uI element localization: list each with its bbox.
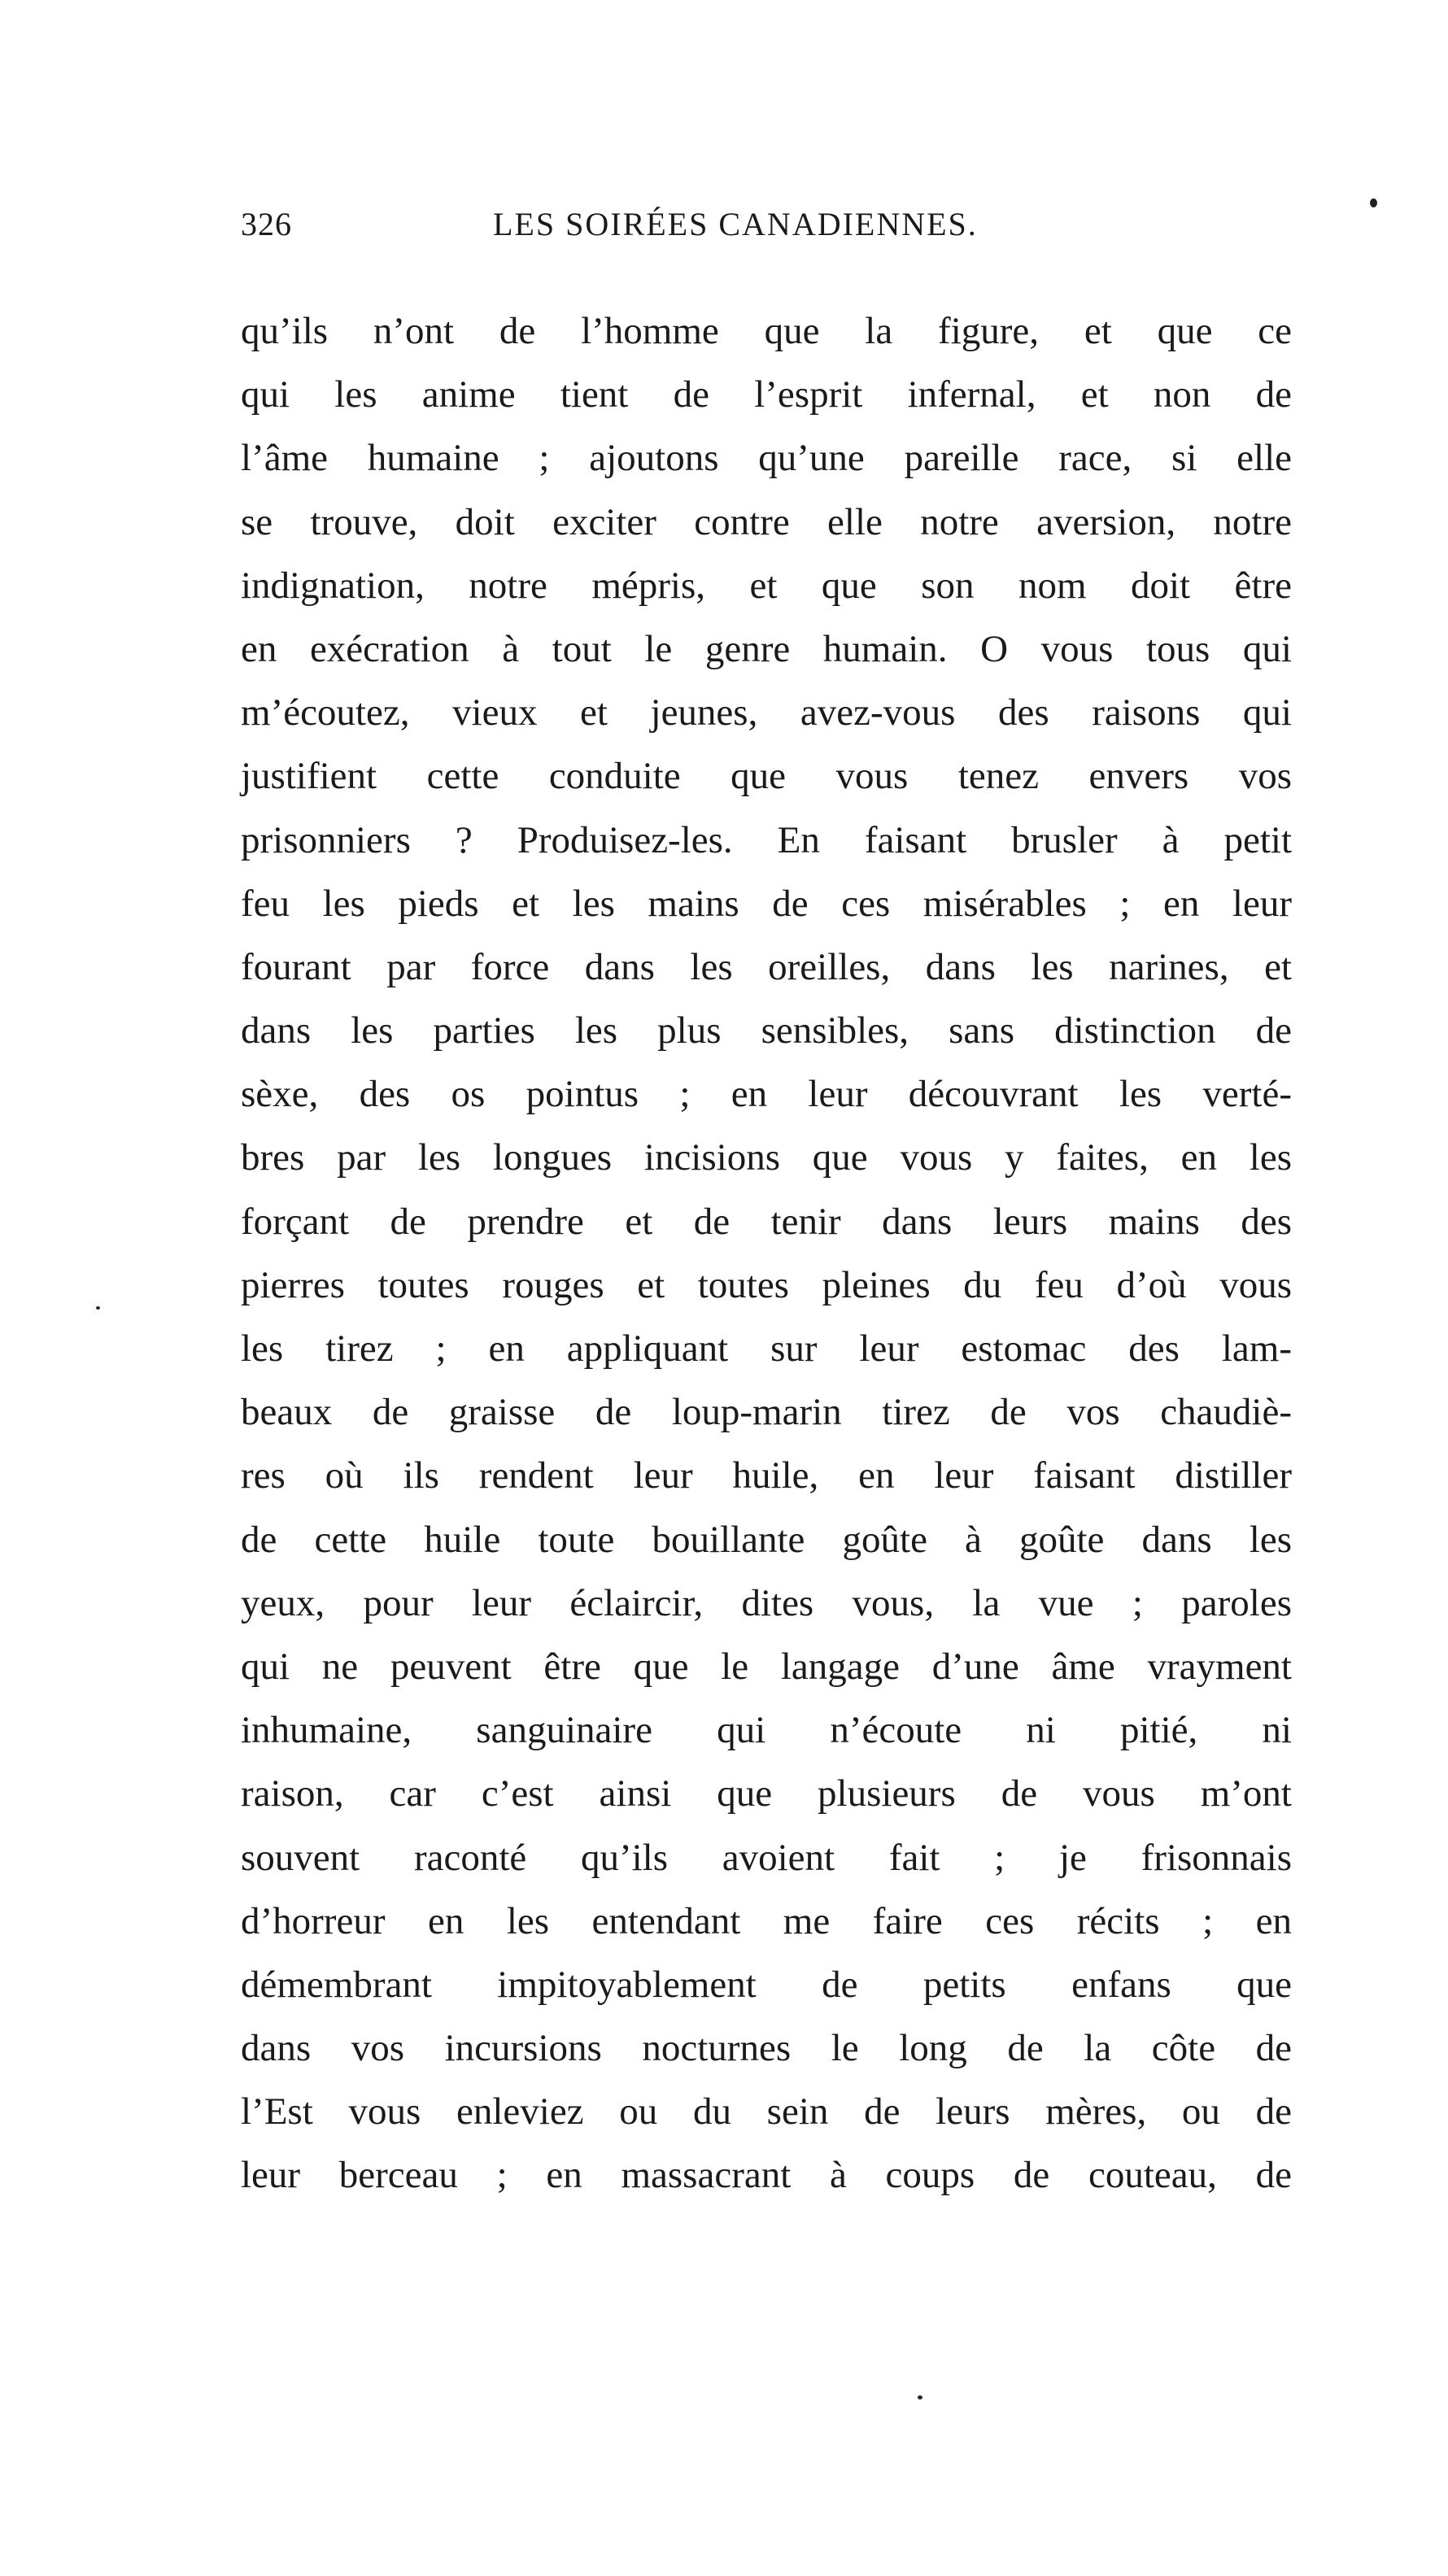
text-line: inhumaine, sanguinaire qui n’écoute ni pitié, ni bbox=[241, 1709, 1292, 1752]
body-text bbox=[241, 299, 1298, 2208]
page-number: 326 bbox=[241, 206, 292, 242]
text-line: l’âme humaine ; ajoutons qu’une pareille race, si elle bbox=[241, 437, 1292, 480]
text-line: justifient cette conduite que vous tenez envers vos bbox=[241, 755, 1292, 798]
text-line: forçant de prendre et de tenir dans leurs mains des bbox=[241, 1200, 1292, 1243]
text-line: d’horreur en les entendant me faire ces récits ; en bbox=[241, 1899, 1292, 1942]
ink-speck-bottom bbox=[918, 2395, 922, 2399]
text-line: raison, car c’est ainsi que plusieurs de vous m’ont bbox=[241, 1772, 1292, 1815]
text-line: dans vos incursions nocturnes le long de la côte de bbox=[241, 2027, 1292, 2070]
text-line: bres par les longues incisions que vous y faites, en les bbox=[241, 1136, 1292, 1179]
text-line: démembrant impitoyablement de petits enfans que bbox=[241, 1963, 1292, 2006]
text-line: qui ne peuvent être que le langage d’une âme vrayment bbox=[241, 1645, 1292, 1688]
text-line: fourant par force dans les oreilles, dans les narines, et bbox=[241, 945, 1292, 988]
text-line: leur berceau ; en massacrant à coups de couteau, de bbox=[241, 2154, 1292, 2197]
text-line: sèxe, des os pointus ; en leur découvrant les verté- bbox=[241, 1073, 1292, 1116]
text-line: de cette huile toute bouillante goûte à goûte dans les bbox=[241, 1518, 1292, 1561]
text-line: m’écoutez, vieux et jeunes, avez-vous des raisons qui bbox=[241, 691, 1292, 734]
text-line: indignation, notre mépris, et que son nom doit être bbox=[241, 564, 1292, 607]
text-line: qu’ils n’ont de l’homme que la figure, et que ce bbox=[241, 310, 1292, 352]
text-line: prisonniers ? Produisez-les. En faisant brusler à petit bbox=[241, 818, 1292, 861]
text-line: les tirez ; en appliquant sur leur estomac des lam- bbox=[241, 1327, 1292, 1370]
text-line: en exécration à tout le genre humain. O vous tous qui bbox=[241, 627, 1292, 670]
text-line: souvent raconté qu’ils avoient fait ; je frisonnais bbox=[241, 1836, 1292, 1879]
text-line: dans les parties les plus sensibles, sans distinction de bbox=[241, 1009, 1292, 1053]
text-line: beaux de graisse de loup-marin tirez de vos chaudiè- bbox=[241, 1391, 1292, 1434]
text-line: pierres toutes rouges et toutes pleines du feu d’où vous bbox=[241, 1263, 1292, 1306]
text-line: yeux, pour leur éclaircir, dites vous, la vue ; paroles bbox=[241, 1581, 1292, 1624]
text-line: feu les pieds et les mains de ces misérables ; en leur bbox=[241, 882, 1292, 925]
text-line: res où ils rendent leur huile, en leur faisant distiller bbox=[241, 1454, 1292, 1497]
ink-speck-left-margin bbox=[96, 1306, 100, 1310]
text-line: qui les anime tient de l’esprit infernal, et non de bbox=[241, 373, 1292, 416]
running-title: LES SOIRÉES CANADIENNES. bbox=[493, 206, 978, 242]
page-header bbox=[241, 205, 1054, 246]
text-line: l’Est vous enleviez ou du sein de leurs mères, ou de bbox=[241, 2090, 1292, 2134]
ink-speck-top-right bbox=[1370, 198, 1377, 207]
text-line: se trouve, doit exciter contre elle notre aversion, notre bbox=[241, 500, 1292, 543]
